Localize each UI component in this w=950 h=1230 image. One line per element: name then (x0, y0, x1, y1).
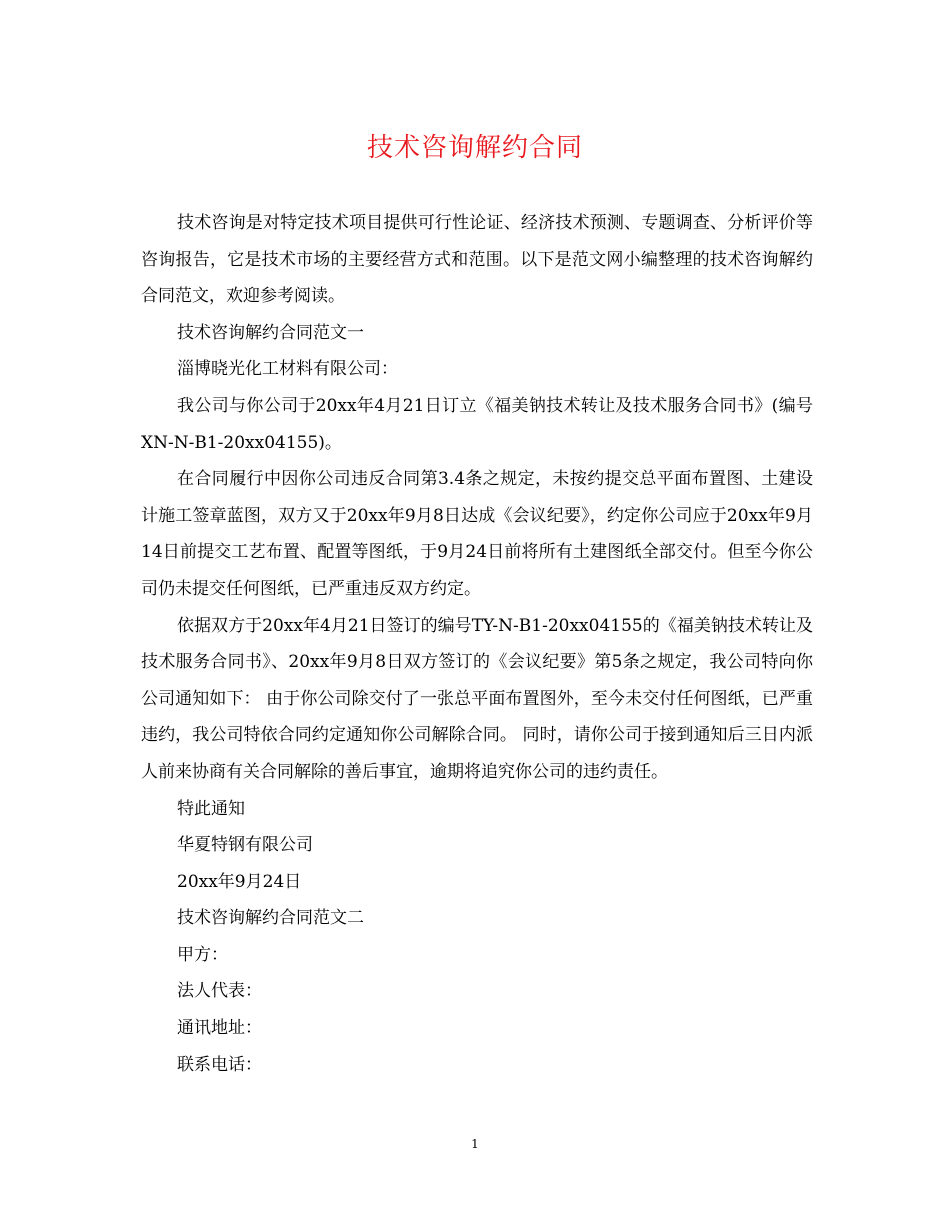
document-body (141, 205, 813, 1083)
party-a-field: 甲方： (177, 944, 228, 965)
contract-reference-paragraph: 我公司与你公司于20xx年4月21日订立《福美钠技术转让及技术服务合同书》(编号XN-N-B1-20xx04155)。 (141, 395, 813, 453)
recipient-line: 淄博晓光化工材料有限公司： (177, 359, 398, 380)
document-title: 技术咨询解约合同 (366, 133, 583, 163)
phone-field: 联系电话： (177, 1054, 262, 1075)
legal-representative-field: 法人代表： (177, 981, 262, 1002)
sample-two-heading: 技术咨询解约合同范文二 (177, 908, 364, 929)
termination-notice-paragraph: 依据双方于20xx年4月21日签订的编号TY-N-B1-20xx04155的《福美钠技术转让及技术服务合同书》、20xx年9月8日双方签订的《会议纪要》第5条之规定，我公司特向你公司通知如下： 由于你公司除交付了一张总平面布置图外，至今未交付任何图纸，已严重违约，我公司特依合同约定通知你公司解除合同。 同时，请你公司于接到通知后三日内派人前来协商有关合同解除的善后事宜，逾期将追究你公司的违约责任。 (141, 615, 813, 782)
breach-paragraph: 在合同履行中因你公司违反合同第3.4条之规定，未按约提交总平面布置图、土建设计施工签章蓝图，双方又于20xx年9月8日达成《会议纪要》，约定你公司应于20xx年9月14日前提交工艺布置、配置等图纸，于9月24日前将所有土建图纸全部交付。但至今你公司仍未提交任何图纸，已严重违反双方约定。 (141, 469, 813, 599)
sample-one-heading: 技术咨询解约合同范文一 (177, 322, 364, 343)
mailing-address-field: 通讯地址： (177, 1018, 262, 1039)
signing-company: 华夏特钢有限公司 (177, 835, 313, 856)
intro-paragraph: 技术咨询是对特定技术项目提供可行性论证、经济技术预测、专题调查、分析评价等咨询报告，它是技术市场的主要经营方式和范围。以下是范文网小编整理的技术咨询解约合同范文，欢迎参考阅读。 (141, 213, 813, 307)
signing-date: 20xx年9月24日 (177, 871, 302, 892)
page-number: 1 (471, 1137, 479, 1151)
notice-closing: 特此通知 (177, 798, 245, 819)
